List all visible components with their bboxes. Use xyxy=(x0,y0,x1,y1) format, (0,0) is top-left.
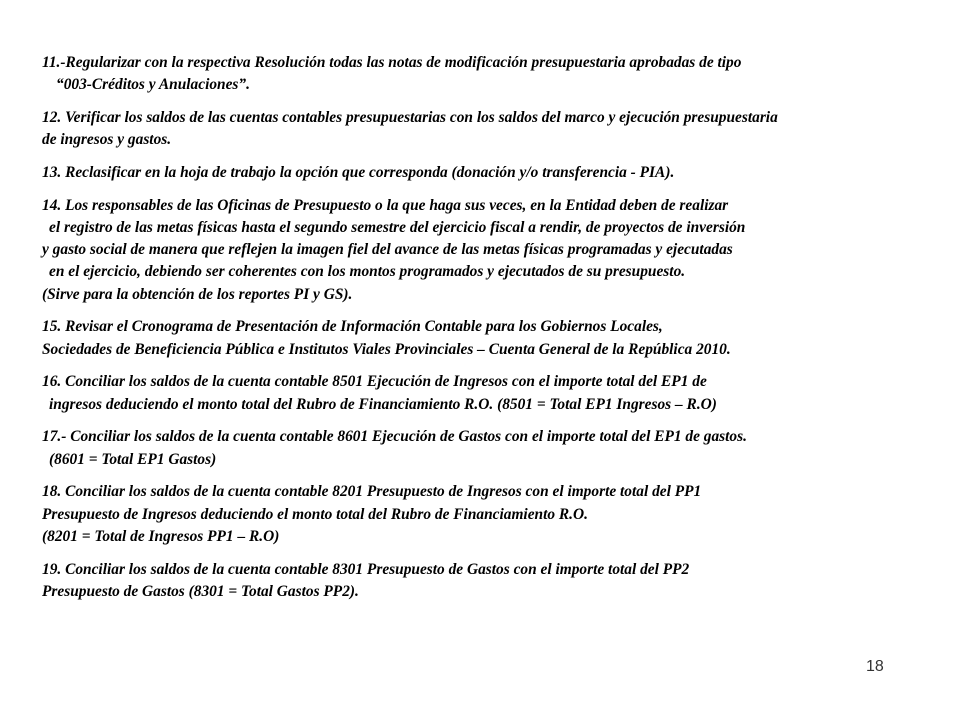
item-18-line-1: 18. Conciliar los saldos de la cuenta contable 8201 Presupuesto de Ingresos con el importe total del PP1 xyxy=(42,483,702,501)
item-15-line-2: Sociedades de Beneficiencia Pública e Institutos Viales Provinciales – Cuenta General de la República 2010. xyxy=(42,340,731,358)
item-16-paragraph xyxy=(42,371,942,415)
item-12-paragraph xyxy=(42,107,942,151)
item-18-line-3: (8201 = Total de Ingresos PP1 – R.O) xyxy=(42,527,280,545)
item-19-line-2: Presupuesto de Gastos (8301 = Total Gastos PP2). xyxy=(42,582,359,600)
item-17-line-1: 17.- Conciliar los saldos de la cuenta contable 8601 Ejecución de Gastos con el importe total del EP1 de gastos. xyxy=(42,428,747,446)
item-16-line-2: ingresos deduciendo el monto total del Rubro de Financiamiento R.O. (8501 = Total EP1 Ingresos – R.O) xyxy=(49,395,717,413)
item-13-line-1: 13. Reclasificar en la hoja de trabajo la opción que corresponda (donación y/o transferencia - PIA). xyxy=(42,164,675,181)
item-11-paragraph xyxy=(42,52,942,96)
item-12-line-2: de ingresos y gastos. xyxy=(42,131,172,149)
item-14-line-1: 14. Los responsables de las Oficinas de Presupuesto o la que haga sus veces, en la Entidad deben de realizar xyxy=(42,196,729,214)
item-17-paragraph xyxy=(42,426,942,470)
item-14-line-5: (Sirve para la obtención de los reportes PI y GS). xyxy=(42,285,353,303)
item-16-line-1: 16. Conciliar los saldos de la cuenta contable 8501 Ejecución de Ingresos con el importe total del EP1 de xyxy=(42,373,707,391)
item-11-line-2: “003-Créditos y Anulaciones”. xyxy=(56,76,250,94)
item-14-line-3: y gasto social de manera que reflejen la imagen fiel del avance de las metas físicas programadas y ejecutadas xyxy=(42,241,733,259)
item-15-paragraph xyxy=(42,316,942,360)
item-19-line-1: 19. Conciliar los saldos de la cuenta contable 8301 Presupuesto de Gastos con el importe total del PP2 xyxy=(42,560,690,578)
item-13-paragraph xyxy=(42,162,942,184)
item-14-line-2: el registro de las metas físicas hasta el segundo semestre del ejercicio fiscal a rendir, de proyectos de inversión xyxy=(49,219,746,236)
slide-body-text xyxy=(42,52,942,614)
item-12-line-1: 12. Verificar los saldos de las cuentas contables presupuestarias con los saldos del marco y ejecución presupuestaria xyxy=(42,109,778,126)
item-17-line-2: (8601 = Total EP1 Gastos) xyxy=(49,450,217,468)
item-18-paragraph xyxy=(42,481,942,548)
item-14-line-4: en el ejercicio, debiendo ser coherentes con los montos programados y ejecutados de su presupuesto. xyxy=(49,263,686,281)
item-18-line-2: Presupuesto de Ingresos deduciendo el monto total del Rubro de Financiamiento R.O. xyxy=(42,505,588,523)
slide-number: 18 xyxy=(866,658,884,675)
item-15-line-1: 15. Revisar el Cronograma de Presentación de Información Contable para los Gobiernos Locales, xyxy=(42,318,663,336)
item-11-line-1: 11.-Regularizar con la respectiva Resolución todas las notas de modificación presupuestaria aprobadas de tipo xyxy=(42,54,742,71)
item-19-paragraph xyxy=(42,559,942,603)
item-14-paragraph xyxy=(42,195,942,306)
